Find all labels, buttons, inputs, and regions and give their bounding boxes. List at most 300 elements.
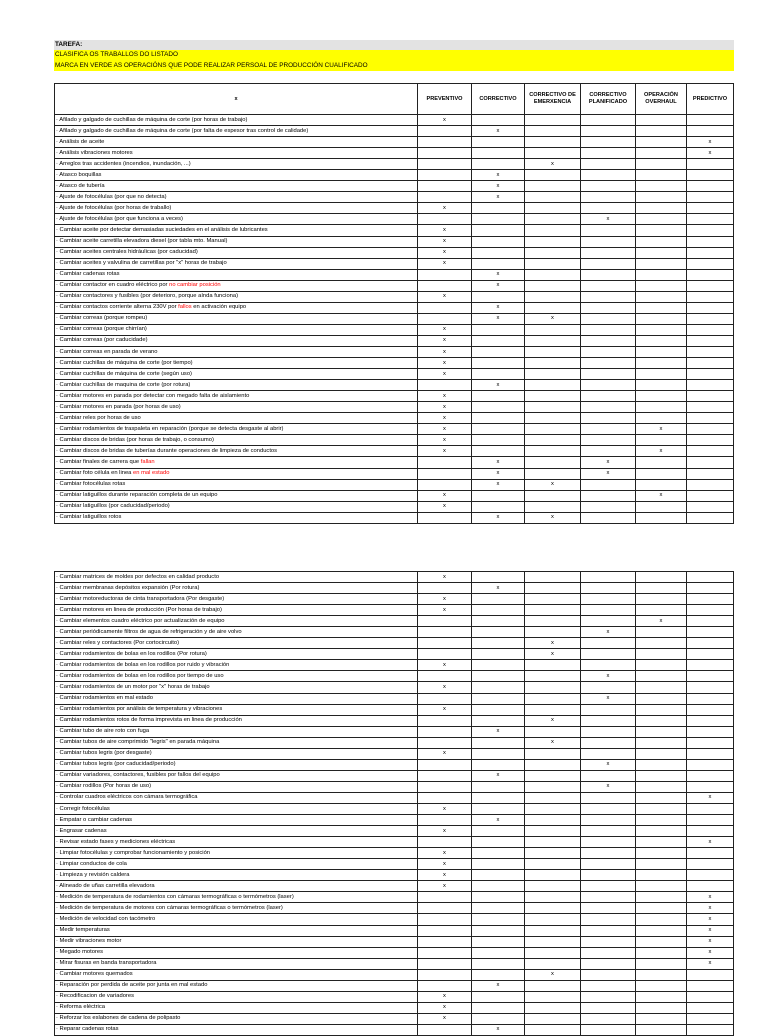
x-mark: x [708, 794, 712, 801]
table-row [55, 936, 734, 947]
table-row [55, 881, 734, 892]
mark-cell [418, 159, 472, 170]
mark-cell [525, 914, 581, 925]
mark-cell [636, 682, 687, 693]
mark-cell [418, 572, 472, 583]
mark-cell [525, 770, 581, 781]
mark-cell [525, 490, 581, 501]
mark-cell [525, 583, 581, 594]
x-mark: x [496, 381, 500, 388]
table-row [55, 159, 734, 170]
mark-cell [418, 616, 472, 627]
mark-cell [525, 1024, 581, 1035]
mark-cell [636, 170, 687, 181]
x-mark: x [443, 882, 446, 889]
task-text: · Cambiar tubos legris (por desgaste) [56, 750, 152, 757]
mark-cell [525, 737, 581, 748]
mark-cell [581, 324, 636, 335]
mark-cell [472, 424, 525, 435]
task-description [55, 627, 418, 638]
mark-cell [687, 572, 734, 583]
x-mark: x [443, 492, 446, 499]
mark-cell [687, 446, 734, 457]
mark-cell [581, 1002, 636, 1013]
mark-cell [636, 748, 687, 759]
mark-cell [418, 258, 472, 269]
task-text: · Cambiar discos de bridas (por horas de trabajo, o consumo) [56, 436, 214, 443]
task-text: · Cambiar latiguillos rotos [56, 514, 122, 521]
mark-cell [636, 1002, 687, 1013]
mark-cell [636, 859, 687, 870]
mark-cell [418, 605, 472, 616]
mark-cell [581, 958, 636, 969]
mark-cell [472, 225, 525, 236]
x-mark: x [443, 238, 446, 245]
mark-cell [525, 413, 581, 424]
task-description [55, 391, 418, 402]
task-text: · Cambiar matrices de moldes por defectos en calidad producto [56, 573, 220, 580]
mark-cell [472, 803, 525, 814]
mark-cell [581, 770, 636, 781]
task-description [55, 991, 418, 1002]
mark-cell [418, 192, 472, 203]
mark-cell [687, 803, 734, 814]
mark-cell [581, 236, 636, 247]
task-description [55, 583, 418, 594]
table-row [55, 837, 734, 848]
mark-cell [525, 660, 581, 671]
mark-cell [525, 192, 581, 203]
mark-cell [581, 490, 636, 501]
mark-cell [581, 594, 636, 605]
task-description [55, 192, 418, 203]
mark-cell [581, 693, 636, 704]
task-highlight-text: fallan [140, 458, 155, 465]
task-text: · Cambiar reles por horas de uso [56, 414, 141, 421]
task-text: · Controlar cuadros eléctricos con cámara termográfica [56, 794, 198, 801]
mark-cell [636, 726, 687, 737]
mark-cell [525, 479, 581, 490]
table-row [55, 616, 734, 627]
mark-cell [636, 925, 687, 936]
col-header-correctivo: CORRECTIVO [472, 84, 525, 115]
mark-cell [525, 704, 581, 715]
mark-cell [418, 335, 472, 346]
mark-cell [472, 159, 525, 170]
x-mark: x [443, 1015, 446, 1022]
mark-cell [581, 870, 636, 881]
task-description [55, 826, 418, 837]
x-mark: x [708, 938, 712, 945]
mark-cell [525, 980, 581, 991]
mark-cell [687, 402, 734, 413]
mark-cell [525, 391, 581, 402]
task-description [55, 424, 418, 435]
mark-cell [636, 137, 687, 148]
mark-cell [636, 335, 687, 346]
mark-cell [636, 671, 687, 682]
mark-cell [418, 424, 472, 435]
mark-cell [687, 638, 734, 649]
mark-cell [418, 638, 472, 649]
mark-cell [636, 1024, 687, 1035]
mark-cell [472, 781, 525, 792]
mark-cell [418, 280, 472, 291]
mark-cell [418, 969, 472, 980]
mark-cell [636, 594, 687, 605]
task-description [55, 302, 418, 313]
mark-cell [687, 346, 734, 357]
task-description [55, 181, 418, 192]
col-header-operacion-overhaul: OPERACIÓN OVERHAUL [636, 84, 687, 115]
task-description [55, 737, 418, 748]
mark-cell [687, 616, 734, 627]
mark-cell [525, 682, 581, 693]
mark-cell [525, 236, 581, 247]
mark-cell [525, 969, 581, 980]
mark-cell [418, 815, 472, 826]
x-mark: x [708, 949, 712, 956]
mark-cell [687, 826, 734, 837]
mark-cell [418, 126, 472, 137]
task-text: · Cambiar rodamientos rotos de forma imprevista en linea de producción [56, 717, 242, 724]
mark-cell [636, 435, 687, 446]
task-text: · Ajuste de fotocélulas (por que no detecta) [56, 193, 167, 200]
mark-cell [581, 269, 636, 280]
mark-cell [472, 479, 525, 490]
task-text: · Cambiar rodamientos de traspaleta en reparación (porque se detecta desgaste al abrir) [56, 425, 284, 432]
task-text: · Mirar fisuras en banda transportadora [56, 960, 157, 967]
mark-cell [636, 280, 687, 291]
mark-cell [418, 479, 472, 490]
mark-cell [636, 715, 687, 726]
mark-cell [581, 413, 636, 424]
mark-cell [472, 726, 525, 737]
col-header-correctivo-planificado: CORRECTIVO PLANIFICADO [581, 84, 636, 115]
mark-cell [636, 302, 687, 313]
task-description [55, 313, 418, 324]
x-mark: x [606, 458, 610, 465]
mark-cell [687, 980, 734, 991]
mark-cell [636, 457, 687, 468]
mark-cell [687, 682, 734, 693]
mark-cell [525, 881, 581, 892]
table-row [55, 991, 734, 1002]
table-header-row [55, 84, 734, 115]
mark-cell [525, 815, 581, 826]
task-text: · Cambiar aceite por detectar demasiadas suciedades en el análisis de lubricantes [56, 226, 268, 233]
mark-cell [687, 693, 734, 704]
x-mark: x [606, 672, 610, 679]
mark-cell [636, 616, 687, 627]
x-mark: x [606, 628, 610, 635]
mark-cell [418, 181, 472, 192]
mark-cell [636, 572, 687, 583]
mark-cell [581, 881, 636, 892]
mark-cell [581, 726, 636, 737]
mark-cell [418, 958, 472, 969]
mark-cell [525, 468, 581, 479]
task-text: · Cambiar tubo de aire roto con fuga [56, 728, 150, 735]
mark-cell [472, 457, 525, 468]
mark-cell [581, 380, 636, 391]
mark-cell [636, 446, 687, 457]
x-mark: x [443, 260, 446, 267]
mark-cell [472, 638, 525, 649]
table-row [55, 1013, 734, 1024]
task-text: · Cambiar motores en linea de producción (Por horas de trabajo) [56, 606, 222, 613]
task-text: · Cambiar motores en parada (por horas de uso) [56, 403, 181, 410]
mark-cell [687, 848, 734, 859]
mark-cell [581, 335, 636, 346]
table-row [55, 358, 734, 369]
mark-cell [581, 737, 636, 748]
x-mark: x [443, 226, 446, 233]
mark-cell [636, 837, 687, 848]
mark-cell [418, 627, 472, 638]
task-description [55, 892, 418, 903]
mark-cell [472, 572, 525, 583]
task-text: · Cambiar rodamientos en mal estado [56, 695, 153, 702]
x-mark: x [606, 761, 610, 768]
mark-cell [525, 126, 581, 137]
task-text: · Cambiar aceites y valvulina de carretillas por "x" horas de trabajo [56, 260, 227, 267]
mark-cell [418, 468, 472, 479]
x-mark: x [551, 739, 554, 746]
x-mark: x [496, 171, 500, 178]
mark-cell [418, 837, 472, 848]
mark-cell [581, 781, 636, 792]
x-mark: x [496, 728, 500, 735]
task-text: · Cambiar motoreductoras de cinta transportadora (Por desgaste) [56, 595, 225, 602]
task-description [55, 435, 418, 446]
mark-cell [472, 936, 525, 947]
mark-cell [581, 358, 636, 369]
mark-cell [581, 280, 636, 291]
table-body-2 [55, 572, 734, 1036]
mark-cell [472, 892, 525, 903]
mark-cell [418, 413, 472, 424]
mark-cell [472, 324, 525, 335]
mark-cell [581, 914, 636, 925]
task-text: · Recodificacion de variadores [56, 993, 134, 1000]
mark-cell [418, 770, 472, 781]
task-text: · Cambiar aceites centrales hidráulicas (por caducidad) [56, 249, 198, 256]
mark-cell [525, 958, 581, 969]
mark-cell [581, 715, 636, 726]
mark-cell [687, 936, 734, 947]
x-mark: x [443, 326, 446, 333]
task-description [55, 170, 418, 181]
mark-cell [525, 225, 581, 236]
task-text: · Empatar o cambiar cadenas [56, 816, 133, 823]
x-mark: x [496, 816, 500, 823]
x-mark: x [496, 127, 500, 134]
mark-cell [687, 490, 734, 501]
mark-cell [525, 137, 581, 148]
mark-cell [581, 446, 636, 457]
mark-cell [636, 413, 687, 424]
task-text: · Cambiar foto célula en linea [56, 470, 134, 477]
mark-cell [687, 313, 734, 324]
mark-cell [687, 914, 734, 925]
mark-cell [525, 512, 581, 523]
task-description [55, 291, 418, 302]
x-mark: x [443, 750, 446, 757]
mark-cell [472, 446, 525, 457]
mark-cell [687, 737, 734, 748]
x-mark: x [659, 425, 663, 432]
mark-cell [525, 781, 581, 792]
table-row [55, 446, 734, 457]
col-header-correctivo-emerxencia: CORRECTIVO DE EMERXENCIA [525, 84, 581, 115]
task-description [55, 512, 418, 523]
mark-cell [687, 704, 734, 715]
mark-cell [581, 572, 636, 583]
mark-cell [525, 324, 581, 335]
mark-cell [472, 815, 525, 826]
table-row [55, 715, 734, 726]
mark-cell [636, 424, 687, 435]
task-text: · Cambiar rodillos (Por horas de uso) [56, 783, 152, 790]
mark-cell [472, 958, 525, 969]
mark-cell [525, 115, 581, 126]
x-mark: x [496, 1026, 500, 1033]
mark-cell [472, 391, 525, 402]
x-mark: x [443, 359, 446, 366]
mark-cell [687, 969, 734, 980]
task-description [55, 726, 418, 737]
task-text: · Cambiar cuchillas de máquina de corte (por tiempo) [56, 359, 193, 366]
x-mark: x [496, 772, 500, 779]
mark-cell [687, 837, 734, 848]
x-mark: x [659, 447, 663, 454]
mark-cell [581, 605, 636, 616]
mark-cell [418, 490, 472, 501]
mark-cell [687, 192, 734, 203]
mark-cell [472, 583, 525, 594]
task-description [55, 759, 418, 770]
task-description [55, 859, 418, 870]
task-highlight-text: no cambiar posición [169, 282, 221, 289]
mark-cell [687, 947, 734, 958]
mark-cell [687, 759, 734, 770]
mark-cell [525, 159, 581, 170]
task-highlight-text: en mal estado [133, 470, 170, 477]
mark-cell [472, 660, 525, 671]
col-header-preventivo: PREVENTIVO [418, 84, 472, 115]
mark-cell [525, 837, 581, 848]
mark-cell [472, 236, 525, 247]
task-text: · Cambiar latiguillos (por caducidad/periodo) [56, 503, 170, 510]
mark-cell [472, 792, 525, 803]
mark-cell [472, 605, 525, 616]
mark-cell [525, 358, 581, 369]
mark-cell [525, 203, 581, 214]
x-mark: x [443, 204, 446, 211]
task-text: · Cambiar contactores y fusibles (por deterioro, porque aínda funciona) [56, 293, 239, 300]
task-text: · Cambiar reles y contactores (Por cortocircuito) [56, 639, 180, 646]
mark-cell [636, 468, 687, 479]
mark-cell [472, 269, 525, 280]
mark-cell [636, 148, 687, 159]
table-row [55, 148, 734, 159]
mark-cell [687, 380, 734, 391]
mark-cell [472, 126, 525, 137]
task-text: · Cambiar tubos de aire comprimido "legris" en parada máquina [56, 739, 220, 746]
mark-cell [687, 594, 734, 605]
mark-cell [418, 881, 472, 892]
task-text: · Cambiar correas (porque chirrían) [56, 326, 147, 333]
task-text: · Análisis de aceite [56, 138, 105, 145]
mark-cell [581, 792, 636, 803]
table-row [55, 490, 734, 501]
task-text: · Medir vibraciones motor [56, 938, 122, 945]
mark-cell [472, 413, 525, 424]
x-mark: x [443, 993, 446, 1000]
mark-cell [472, 881, 525, 892]
mark-cell [525, 424, 581, 435]
mark-cell [525, 715, 581, 726]
mark-cell [418, 759, 472, 770]
mark-cell [418, 1002, 472, 1013]
mark-cell [687, 225, 734, 236]
table-row [55, 391, 734, 402]
mark-cell [687, 159, 734, 170]
mark-cell [472, 870, 525, 881]
table-row [55, 726, 734, 737]
table-row [55, 214, 734, 225]
mark-cell [687, 369, 734, 380]
mark-cell [472, 148, 525, 159]
table-row [55, 914, 734, 925]
x-mark: x [443, 661, 446, 668]
task-description [55, 914, 418, 925]
task-description [55, 280, 418, 291]
x-mark: x [496, 458, 500, 465]
mark-cell [687, 605, 734, 616]
mark-cell [472, 214, 525, 225]
mark-cell [687, 280, 734, 291]
mark-cell [418, 748, 472, 759]
task-description [55, 594, 418, 605]
mark-cell [418, 302, 472, 313]
x-mark: x [443, 436, 446, 443]
task-text: · Engrasar cadenas [56, 827, 107, 834]
task-text: · Reforzar los eslabones de cadena de polipasto [56, 1015, 181, 1022]
task-text: · Cambiar rodamientos de un motor por "x" horas de trabajo [56, 683, 210, 690]
mark-cell [687, 1024, 734, 1035]
mark-cell [418, 594, 472, 605]
task-text: · Revisar estado fases y mediciones eléctricas [56, 838, 176, 845]
mark-cell [687, 291, 734, 302]
task-description [55, 446, 418, 457]
mark-cell [687, 302, 734, 313]
mark-cell [581, 892, 636, 903]
mark-cell [687, 627, 734, 638]
mark-cell [418, 1013, 472, 1024]
mark-cell [581, 638, 636, 649]
task-text-tail: en activación equipo [191, 304, 247, 311]
task-description [55, 413, 418, 424]
mark-cell [418, 137, 472, 148]
mark-cell [581, 616, 636, 627]
task-description [55, 1002, 418, 1013]
mark-cell [472, 969, 525, 980]
x-mark: x [443, 860, 446, 867]
task-description [55, 682, 418, 693]
x-mark: x [551, 639, 554, 646]
